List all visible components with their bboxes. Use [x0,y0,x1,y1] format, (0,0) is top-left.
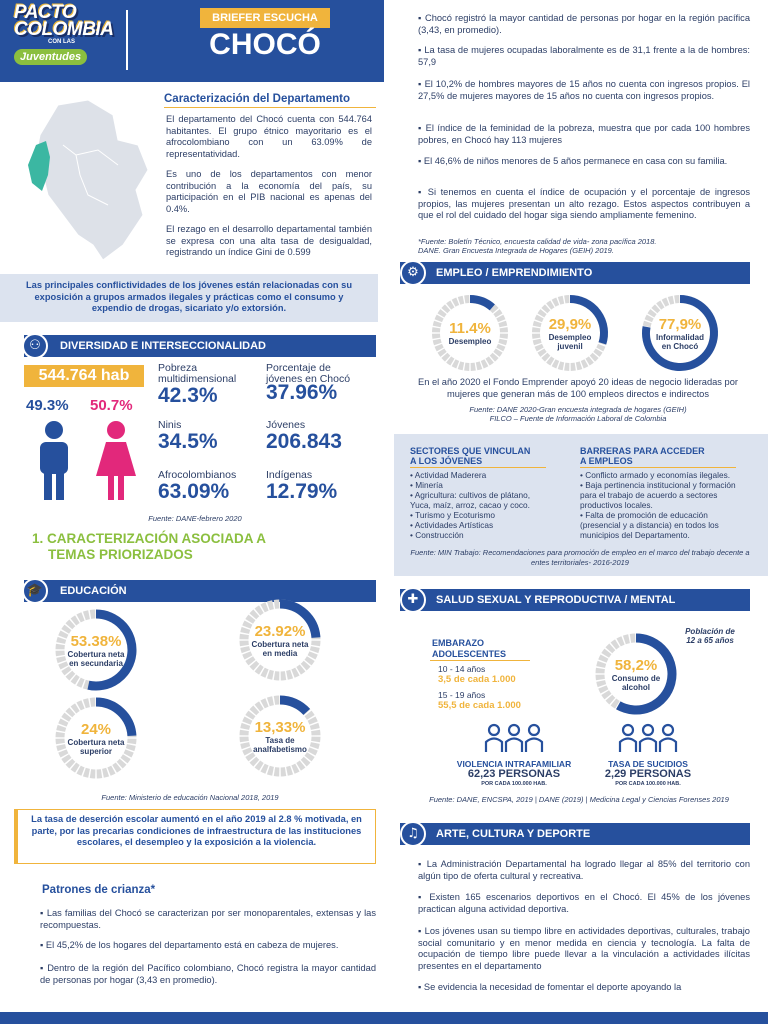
donut-track [84,772,89,773]
palette-icon: ♫ [400,821,426,847]
donut-track [268,605,273,606]
divider [126,10,128,70]
gear-icon: ⚙ [400,260,426,286]
right-bullet-text: Si tenemos en cuenta el índice de ocupación y el porcentaje de ingresos propios, las mujeres presentan un alto rezago. Estos aspectos contribuyen a que el rol del cuidado del hogar siga siendo ampliamente femenino. [418,187,750,220]
donut-desc: en secundaria [69,659,123,668]
stat-value: 206.843 [266,430,342,453]
section-bar-educacion: EDUCACIÓN [24,580,376,602]
arte-bullet-text: La Administración Departamental ha logrado llegar al 85% del territorio con algún tipo de oferta cultural y recreativa. [418,859,750,881]
list-item-text: Actividad Maderera [414,470,487,480]
donut-track [559,365,563,366]
right-bullet: ▪ Si tenemos en cuenta el índice de ocupación y el porcentaje de ingresos propios, las mujeres presentan un alto rezago. Estos aspectos contribuyen a que el rol del cuidado del hogar siga siendo ampliamente femenino. [418,187,750,220]
arte-bullet: ▪ Los jóvenes usan su tiempo libre en actividades deportivas, culturales, trabajo social comunitario y en menor medida en ciencia y tecnología. La falta de ocupación de tiempo libre puede llevar a la vinculación a actividades ilícitas presentes en el departamento [418,926,750,971]
donut-label [588,657,684,692]
donut-track [669,300,673,301]
crianza-bullet-text: Las familias del Chocó se caracterizan por ser monoparentales, extensas y las recompuestas. [40,908,376,930]
suicidios-heading: TASA DE SUCIDIOS [608,759,688,769]
donut-track [263,768,267,770]
donut-track [268,770,273,771]
donut-track [79,770,83,772]
donut-track [454,301,458,303]
donut-desc: en media [262,649,298,658]
donut-track [84,615,89,616]
donut-track [73,619,77,622]
donut-track [79,704,83,706]
donut-track [549,359,553,362]
donut-desc: Informalidad [655,333,704,342]
divider [580,467,736,468]
stat-value: 42.3% [158,384,218,407]
arte-bullet: ▪ Se evidencia la necesidad de fomentar el deporte apoyando la [418,982,682,992]
donut-track [65,757,68,761]
donut-track [449,359,453,362]
donut-track [115,766,119,769]
donut-track [582,363,586,365]
donut-track [659,304,663,307]
donut-track [651,312,654,316]
donut-track [249,713,252,717]
donut-track [268,674,273,675]
donut-track [308,713,311,717]
donut-percent: 29,9% [548,316,592,333]
donut-track [287,770,292,771]
donut-track [69,711,72,714]
donut-desc: Desempleo [548,333,592,342]
donut-track [253,664,256,667]
donut-track [249,755,252,759]
donut-percent: 23.92% [254,623,306,640]
list-item-text: Actividades Artísticas [414,520,494,530]
right-bullet-text: El 46,6% de niños menores de 5 años permanece en casa con su familia. [423,156,728,166]
stat-value: 37.96% [266,381,338,404]
logo-text: CON LAS [48,39,75,45]
donut-track [577,365,581,366]
poblacion-label2: 12 a 65 años [686,636,734,645]
section-bar-arte: ARTE, CULTURA Y DEPORTE [400,823,750,845]
donut-track [253,709,256,712]
donut-desc: analfabetismo [253,745,307,754]
donut-percent: 13,33% [254,719,306,736]
sectores-heading1: SECTORES QUE VINCULAN [410,446,531,456]
crianza-heading: Patrones de crianza* [42,884,156,896]
donut-track [79,682,83,684]
divider [430,660,530,661]
list-item-text: Construcción [415,530,464,540]
violencia-heading: VIOLENCIA INTRAFAMILIAR [456,759,572,769]
list-item-text: Falta de promoción de educación (presencial y a distancia) en todos los municipios del Departamento. [580,510,719,540]
donut-track [299,764,303,767]
list-item: • Conflicto armado y economías ilegales. [580,470,731,480]
graduation-cap-icon: 🎓 [22,578,48,604]
arte-bullet-text: Existen 165 escenarios deportivos en el Chocó. El 45% de los jóvenes practican alguna actividad deportiva. [418,892,750,914]
donut-track [257,705,261,708]
donut-desc: en Chocó [661,342,699,351]
donut-track [73,766,77,769]
section1-title-line2: TEMAS PRIORIZADOS [48,547,193,562]
embarazo-heading2: ADOLESCENTES [432,649,507,659]
donut-percent: 77,9% [658,316,702,333]
list-item-text: Minería [415,480,443,490]
violencia-value: 62,23 PERSONAS [467,768,561,780]
donut-percent: 11.4% [449,320,491,337]
donut-track [554,301,558,303]
donut-track [441,312,444,316]
donut-track [263,606,267,608]
crianza-bullet: ▪ Dentro de la región del Pacífico colombiano, Chocó registra la mayor cantidad de personas por hogar (3,43 en promedio). [40,963,376,985]
donut-label [522,316,618,351]
poblacion-label1: Población de [685,627,735,636]
list-item-text: Agricultura: cultivos de plátano, Yuca, maíz, arroz, cacao y coco. [410,490,531,510]
donut-track [554,363,558,365]
section-bar-empleo: EMPLEO / EMPRENDIMIENTO [400,262,750,284]
crianza-bullet: ▪ El 45,2% de los hogares del departamento está en cabeza de mujeres. [40,940,339,950]
donut-desc: Cobertura neta [67,650,125,659]
donut-track [444,355,447,358]
donut-track [308,659,311,663]
arte-bullet-text: Los jóvenes usan su tiempo libre en actividades deportivas, culturales, trabajo social comunitario y en menor medida en ciencia y tecnología. La falta de ocupación de tiempo libre puede llevar a la vinculación a actividades ilícitas presentes en el departamento [418,926,750,971]
donut-track [605,693,608,697]
donut-track [263,672,267,674]
crianza-bullet: ▪ Las familias del Chocó se caracterizan por ser monoparentales, extensas y las recompuestas. [40,908,376,930]
briefer-badge: BRIEFER ESCUCHA [200,8,330,28]
donut-track [459,300,463,301]
donut-desc: Desempleo [448,337,492,346]
empleo-source1: Fuente: DANE 2020-Gran encuesta integrada de hogares (GEIH) [469,405,687,414]
donut-track [120,762,123,765]
arte-bullet: ▪ La Administración Departamental ha logrado llegar al 85% del territorio con algún tipo de oferta cultural y recreativa. [418,859,750,881]
female-icon [94,420,138,502]
donut-track [541,351,544,355]
medical-cross-icon: ✚ [400,587,426,613]
right-bullet: ▪ El índice de la feminidad de la pobreza, muestra que por cada 100 hombres pobres, en Chocó hay 113 mujeres [418,123,750,145]
list-item: • Minería [410,480,443,490]
diversidad-source: Fuente: DANE-febrero 2020 [148,514,242,523]
donut-track [492,355,495,358]
donut-track [253,613,256,616]
people-group-icon [484,722,544,756]
conflict-text: Las principales conflictividades de los jóvenes están relacionadas con su exposición a grupos armados ilegales y prácticas como el consumo y expendio de drogas, sicariato y/o extorsión. [25,280,353,313]
donut-track [253,760,256,763]
section1-title-line1: 1. CARACTERIZACIÓN ASOCIADA A [32,531,267,546]
logo-text: Juventudes [14,49,87,65]
donut-desc: Cobertura neta [67,738,125,747]
barreras-heading1: BARRERAS PARA ACCEDER [580,446,705,456]
list-item: • Falta de promoción de educación (presencial y a distancia) en todos los municipios del Departamento. [580,510,719,540]
list-item: • Turismo y Ecoturismo [410,510,495,520]
donut-track [308,755,311,759]
donut-track [664,301,668,303]
list-item: • Agricultura: cultivos de plátano, Yuca, maíz, arroz, cacao y coco. [410,490,531,510]
stat-value: 63.09% [158,480,230,503]
right-bullet-text: La tasa de mujeres ocupadas laboralmente es de 31,1 frente a la de hombres: 57,9 [418,45,750,67]
donut-track [477,365,481,366]
donut-desc: Tasa de [265,736,295,745]
donut-track [73,678,77,681]
right-bullet-text: El 10,2% de hombres mayores de 15 años no cuenta con ingresos propios. El 27,5% de mujeres mayores de 15 años no cuenta con ingresos propios. [418,79,750,101]
list-item-text: Baja pertinencia institucional y formación para el trabajo de acuerdo a sectores productivos locales. [580,480,736,510]
donut-track [103,772,108,773]
donut-track [257,668,261,671]
donut-track [488,359,492,362]
right-bullet: ▪ El 10,2% de hombres mayores de 15 años no cuenta con ingresos propios. El 27,5% de mujeres mayores de 15 años no cuenta con ingresos propios. [418,79,750,101]
donut-track [624,639,629,640]
pacto-colombia-logo [14,4,124,74]
donut-desc: superior [79,747,112,756]
donut-track [304,664,307,667]
embarazo-value1: 3,5 de cada 1.000 [438,674,516,685]
donut-track [65,627,68,631]
caract-p3: El rezago en el desarrollo departamental también se expresa con una alta tasa de desigualdad, registrando un índice Gini de 0.599 [166,224,372,257]
violencia-sub: POR CADA 100.000 HAB. [481,781,547,787]
donut-desc: Consumo de [611,674,661,683]
barreras-heading2: A EMPLEOS [580,456,633,466]
embarazo-value2: 55,5 de cada 1.000 [438,700,521,711]
suicidios-sub: POR CADA 100.000 HAB. [615,781,681,787]
section-bar-salud: SALUD SEXUAL Y REPRODUCTIVA / MENTAL [400,589,750,611]
stat-label: Afrocolombianos [158,469,237,481]
list-item: • Actividades Artísticas [410,520,494,530]
right-source2: DANE. Gran Encuesta Integrada de Hogares (GEIH) 2019. [418,246,614,255]
donut-track [69,674,72,677]
suicidios-value: 2,29 PERSONAS [604,768,692,780]
arte-bullet: ▪ Existen 165 escenarios deportivos en el Chocó. El 45% de los jóvenes practican alguna actividad deportiva. [418,892,750,914]
donut-track [549,304,553,307]
embarazo-range2: 15 - 19 años [438,690,486,700]
donut-label [48,721,144,756]
right-bullet-text: Chocó registró la mayor cantidad de personas por hogar en la región pacífica (3,43, en promedio). [418,13,750,35]
caract-p2: Es uno de los departamentos con menor contribución a la economía del país, su participación en el PIB nacional es apenas del 0.4%. [166,169,372,214]
male-icon [34,420,74,502]
donut-track [65,715,68,719]
donut-label [48,633,144,668]
stat-label: Ninis [158,419,182,431]
conflict-box [0,274,378,322]
donut-track [596,351,599,355]
footer-bar [0,1012,768,1024]
caract-p1: El departamento del Chocó cuenta con 544.764 habitantes. El grupo étnico mayoritario es el afrocolombiano con un 63.09% de representatividad. [166,114,372,159]
donut-track [559,300,563,301]
donut-track [544,307,547,310]
donut-track [287,674,292,675]
salud-source: Fuente: DANE, ENCSPA, 2019 | DANE (2019) | Medicina Legal y Ciencias Forenses 2019 [429,795,729,804]
donut-track [459,365,463,366]
donut-track [84,684,89,685]
stat-value: 12.79% [266,480,338,503]
donut-track [69,762,72,765]
donut-track [613,702,617,705]
donut-track [609,698,612,701]
donut-track [492,307,495,310]
donut-track [69,623,72,626]
crianza-bullet-text: Dentro de la región del Pacífico colombiano, Chocó registra la mayor cantidad de personas por hogar (3,43 en promedio). [40,963,376,985]
donut-track [79,616,83,618]
right-bullet-text: El índice de la feminidad de la pobreza, muestra que por cada 100 hombres pobres, en Chocó hay 113 mujeres [418,123,750,145]
donut-track [299,668,303,671]
embarazo-range1: 10 - 14 años [438,664,486,674]
embarazo-heading1: EMBARAZO [432,638,484,648]
page-title: CHOCÓ [209,28,321,61]
donut-track [263,702,267,704]
donut-track [588,359,592,362]
donut-track [268,701,273,702]
donut-track [609,647,612,650]
right-bullet: ▪ Chocó registró la mayor cantidad de personas por hogar en la región pacífica (3,43, en promedio). [418,13,750,35]
donut-track [496,312,499,316]
list-item: • Baja pertinencia institucional y formación para el trabajo de acuerdo a sectores productivos locales. [580,480,736,510]
people-group-icon [618,722,678,756]
list-item-text: Turismo y Ecoturismo [415,510,495,520]
logo-text: PACTO [14,2,77,23]
donut-desc: juvenil [557,342,583,351]
list-item: • Construcción [410,530,464,540]
right-bullet: ▪ El 46,6% de niños menores de 5 años permanece en casa con su familia. [418,156,728,166]
donut-track [496,351,499,355]
logo-text: COLOMBIA [14,19,114,40]
donut-track [482,363,486,365]
donut-label [422,320,518,346]
female-percent: 50.7% [90,397,133,414]
donut-track [544,355,547,358]
colombia-map [18,95,158,265]
donut-track [293,672,297,674]
donut-percent: 24% [80,721,112,738]
mintrabajo-source: Fuente: MIN Trabajo: Recomendaciones para promoción de empleo en el marco del trabajo decente a entes territoriales- 2016-2019 [410,548,750,567]
donut-track [124,757,127,761]
stat-label: Jóvenes [266,419,306,431]
right-source1: *Fuente: Boletín Técnico, encuesta calidad de vida- zona pacífica 2018. [418,237,657,246]
donut-label [232,623,328,658]
donut-track [441,351,444,355]
stat-value: 34.5% [158,430,218,453]
donut-desc: alcohol [621,683,650,692]
donut-track [613,643,617,646]
list-item-text: Conflicto armado y economías ilegales. [585,470,731,480]
caract-heading: Caracterización del Departamento [164,93,376,108]
empleo-source2: FILCO – Fuente de Información Laboral de Colombia [489,414,667,423]
donut-track [293,768,297,770]
donut-track [249,659,252,663]
donut-desc: Cobertura neta [251,640,309,649]
crianza-bullet-text: El 45,2% de los hogares del departamento está en cabeza de mujeres. [45,940,339,950]
donut-percent: 53.38% [70,633,122,650]
donut-track [541,312,544,316]
donut-track [449,304,453,307]
donut-track [592,355,595,358]
donut-track [73,707,77,710]
donut-label [632,316,728,351]
donut-track [257,764,261,767]
arte-bullet-text: Se evidencia la necesidad de fomentar el deporte apoyando la [423,982,682,992]
barreras-list [580,470,750,540]
donut-track [65,669,68,673]
desercion-box: La tasa de deserción escolar aumentó en el año 2019 al 2.8 % motivada, en parte, por las precarias condiciones de infraestructura de las instituciones escolares, el desempleo y la exposición a la violencia. [14,809,376,864]
donut-track [257,609,261,612]
donut-track [454,363,458,365]
divider [410,467,546,468]
list-item: • Actividad Maderera [410,470,487,480]
stat-label: Indígenas [266,469,313,481]
sectores-heading2: A LOS JÓVENES [410,456,483,466]
section-bar-diversidad: DIVERSIDAD E INTERSECCIONALIDAD [24,335,376,357]
educacion-source: Fuente: Ministerio de educación Nacional 2018, 2019 [101,793,279,802]
donut-track [249,617,252,621]
right-bullet: ▪ La tasa de mujeres ocupadas laboralmente es de 31,1 frente a la de hombres: 57,9 [418,45,750,67]
people-icon: ⚇ [22,333,48,359]
stat-label: Pobreza multidimensional [158,362,237,385]
donut-label [232,719,328,754]
donut-track [109,770,113,772]
donut-track [444,307,447,310]
male-percent: 49.3% [26,397,69,414]
donut-track [619,640,623,642]
population-badge: 544.764 hab [24,365,144,387]
sectores-list [410,470,550,540]
donut-track [84,703,89,704]
stat-label: Porcentaje de jóvenes en Chocó [266,362,351,385]
donut-track [654,307,657,310]
donut-track [304,760,307,763]
donut-percent: 58,2% [614,657,658,674]
donut-track [605,651,608,655]
empleo-text: En el año 2020 el Fondo Emprender apoyó 20 ideas de negocio lideradas por mujeres que generan más de 100 empleos directos e indirectos [418,377,738,399]
